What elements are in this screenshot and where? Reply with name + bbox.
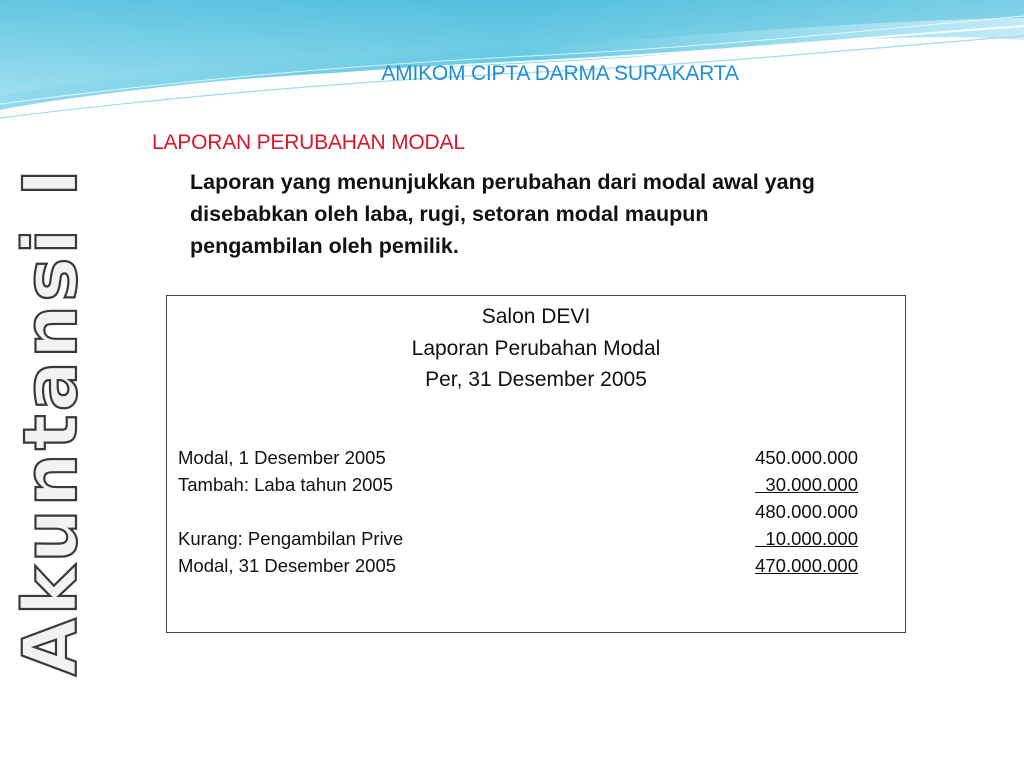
vertical-course-label [0,0,100,768]
institution-title: AMIKOM CIPTA DARMA SURAKARTA [381,62,739,85]
report-row-label: Modal, 31 Desember 2005 [178,555,397,576]
section-heading: LAPORAN PERUBAHAN MODAL [152,131,465,154]
report-row-label: Modal, 1 Desember 2005 [178,447,386,468]
report-period: Per, 31 Desember 2005 [425,368,647,391]
report-title: Laporan Perubahan Modal [411,337,661,360]
report-row-amount: 470.000.000 [755,555,858,576]
section-description [190,166,960,262]
report-row-label: Kurang: Pengambilan Prive [178,528,404,549]
description-line: pengambilan oleh pemilik. [190,234,459,258]
report-company: Salon DEVI [481,305,591,328]
report-row-amount: 10.000.000 [755,528,858,549]
report-row-amount: 450.000.000 [755,447,858,468]
report-row-amount: 480.000.000 [755,501,858,522]
description-line: Laporan yang menunjukkan perubahan dari modal awal yang [190,170,815,194]
description-line: disebabkan oleh laba, rugi, setoran modal maupun [190,202,709,226]
report-row-label: Tambah: Laba tahun 2005 [178,474,393,495]
vertical-label-text: Akuntansi I [8,170,94,676]
report-row-amount: 30.000.000 [755,474,858,495]
financial-report-box [166,295,906,633]
